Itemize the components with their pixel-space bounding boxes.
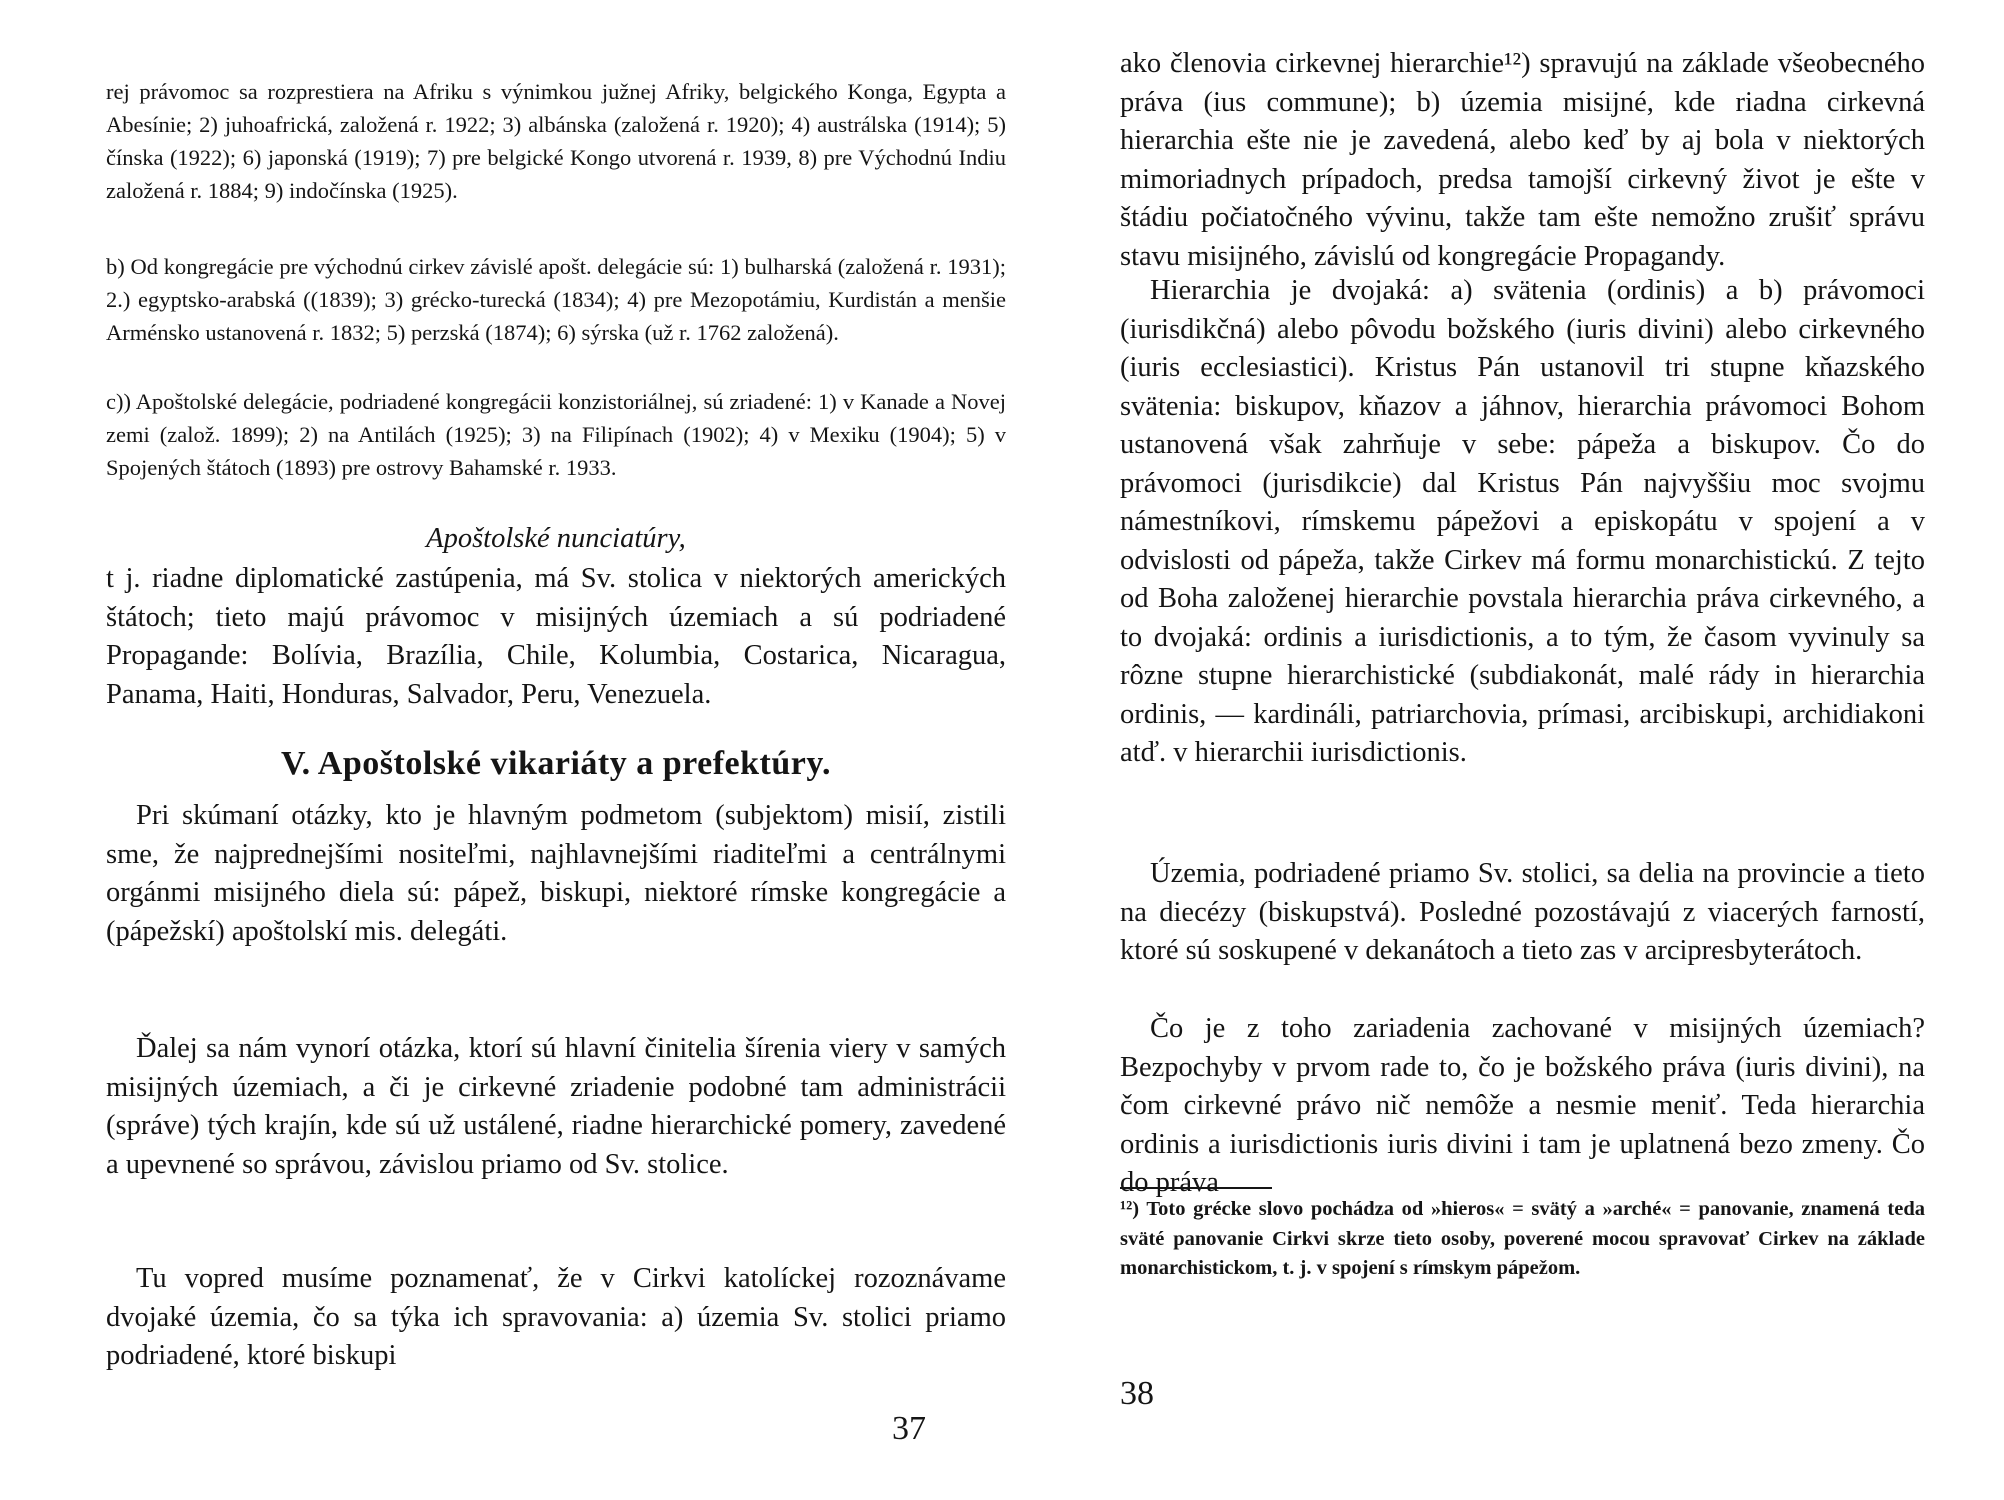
- page-number: 37: [892, 1410, 926, 1447]
- body-paragraph: ako členovia cirkevnej hierarchie¹²) spravujú na základe všeobecného práva (ius commune); b) územia misijné, kde riadna cirkevná hierarchia ešte nie je zavedená, alebo keď by aj bola v niektorých mimoriadnych prípadoch, predsa tamojší cirkevný život je ešte v štádiu počiatočného vývinu, takže tam ešte nemožno zrušiť správu stavu misijného, závislú od kongregácie Propagandy.: [1120, 48, 1925, 272]
- mission-list-paragraph: rej právomoc sa rozprestiera na Afriku s výnimkou južnej Afriky, belgického Konga, Egypta a Abesínie; 2) juhoafrická, založená r. 1922; 3) albánska (založená r. 1920); 4) austrálska (1914); 5) čínska (1922); 6) japonská (1919); 7) pre belgické Kongo utvorená r. 1939, 8) pre Východnú Indiu založená r. 1884; 9) indočínska (1925).: [106, 79, 1006, 203]
- mission-list-paragraph: c)) Apoštolské delegácie, podriadené kongregácii konzistoriálnej, sú zriadené: 1) v Kanade a Novej zemi (založ. 1899); 2) na Antilách (1925); 3) na Filipínach (1902); 4) v Mexiku (1904); 5) v Spojených štátoch (1893) pre ostrovy Bahamské r. 1933.: [106, 389, 1006, 480]
- body-paragraph: Hierarchia je dvojaká: a) svätenia (ordinis) a b) právomoci (iurisdikčná) alebo pôvodu božského (iuris divini) alebo cirkevného (iuris ecclesiastici). Kristus Pán ustanovil tri stupne kňazského svätenia: biskupov, kňazov a jáhnov, hierarchia právomoci Bohom ustanovená však zahrňuje v sebe: pápeža a biskupov. Čo do právomoci (jurisdikcie) dal Kristus Pán najvyššiu moc svojmu námestníkovi, rímskemu pápežovi a episkopátu v spojení a v odvislosti od pápeža, takže Cirkev má formu monarchistickú. Z tejto od Boha založenej hierarchie povstala hierarchia práva cirkevného, a to dvojaká: ordinis a iurisdictionis, a to tým, že časom vyvinuly sa rôzne stupne hierarchistické (subdiakonát, malé rády in hierarchia ordinis, — kardináli, patriarchovia, prímasi, arcibiskupi, archidiakoni atď. v hierarchii iurisdictionis.: [1120, 275, 1925, 768]
- right-page: [1120, 0, 1925, 1500]
- left-page: [106, 0, 1006, 1500]
- mission-list-paragraph: b) Od kongregácie pre východnú cirkev závislé apošt. delegácie sú: 1) bulharská (založená r. 1931); 2.) egyptsko-arabská ((1839); 3) grécko-turecká (1834); 4) pre Mezopotámiu, Kurdistán a menšie Arménsko ustanovená r. 1832; 5) perzská (1874); 6) sýrska (už r. 1762 založená).: [106, 254, 1006, 345]
- page-number: 38: [1120, 1375, 1154, 1412]
- body-paragraph: Územia, podriadené priamo Sv. stolici, sa delia na provincie a tieto na diecézy (biskupstvá). Posledné pozostávajú z viacerých farností, ktoré sú soskupené v dekanátoch a tieto zas v arcipresbyterátoch.: [1120, 858, 1925, 966]
- body-paragraph: t j. riadne diplomatické zastúpenia, má Sv. stolica v niektorých amerických štátoch; tieto majú právomoc v misijných územiach a sú podriadené Propagande: Bolívia, Brazília, Chile, Kolumbia, Costarica, Nicaragua, Panama, Haiti, Honduras, Salvador, Peru, Venezuela.: [106, 563, 1006, 710]
- chapter-heading: V. Apoštolské vikariáty a prefektúry.: [281, 745, 831, 782]
- body-paragraph: Čo je z toho zariadenia zachované v misijných územiach? Bezpochyby v prvom rade to, čo je božského práva (iuris divini), na čom cirkevné právo nič nemôže a nesmie meniť. Teda hierarchia ordinis a iurisdictionis iuris divini i tam je uplatnená bezo zmeny. Čo do práva: [1120, 1013, 1925, 1198]
- section-subheading: Apoštolské nunciatúry,: [426, 523, 686, 554]
- body-paragraph: Pri skúmaní otázky, kto je hlavným podmetom (subjektom) misií, zistili sme, že najprednejšími nositeľmi, najhlavnejšími riaditeľmi a centrálnymi orgánmi misijného diela sú: pápež, biskupi, niektoré rímske kongregácie a (pápežskí) apoštolskí mis. delegáti.: [106, 800, 1006, 947]
- footnote-rule: [1120, 1187, 1272, 1189]
- footnote: ¹²) Toto grécke slovo pochádza od »hieros« = svätý a »arché« = panovanie, znamená teda sväté panovanie Cirkvi skrze tieto osoby, poverené mocou spravovať Cirkev na základe monarchistickom, t. j. v spojení s rímskym pápežom.: [1120, 1198, 1925, 1279]
- body-paragraph: Ďalej sa nám vynorí otázka, ktorí sú hlavní činitelia šírenia viery v samých misijných územiach, a či je cirkevné zriadenie podobné tam administrácii (správe) tých krajín, kde sú už ustálené, riadne hierarchické pomery, zavedené a upevnené so správou, závislou priamo od Sv. stolice.: [106, 1033, 1006, 1180]
- body-paragraph: Tu vopred musíme poznamenať, že v Cirkvi katolíckej rozoznávame dvojaké územia, čo sa týka ich spravovania: a) územia Sv. stolici priamo podriadené, ktoré biskupi: [106, 1263, 1006, 1371]
